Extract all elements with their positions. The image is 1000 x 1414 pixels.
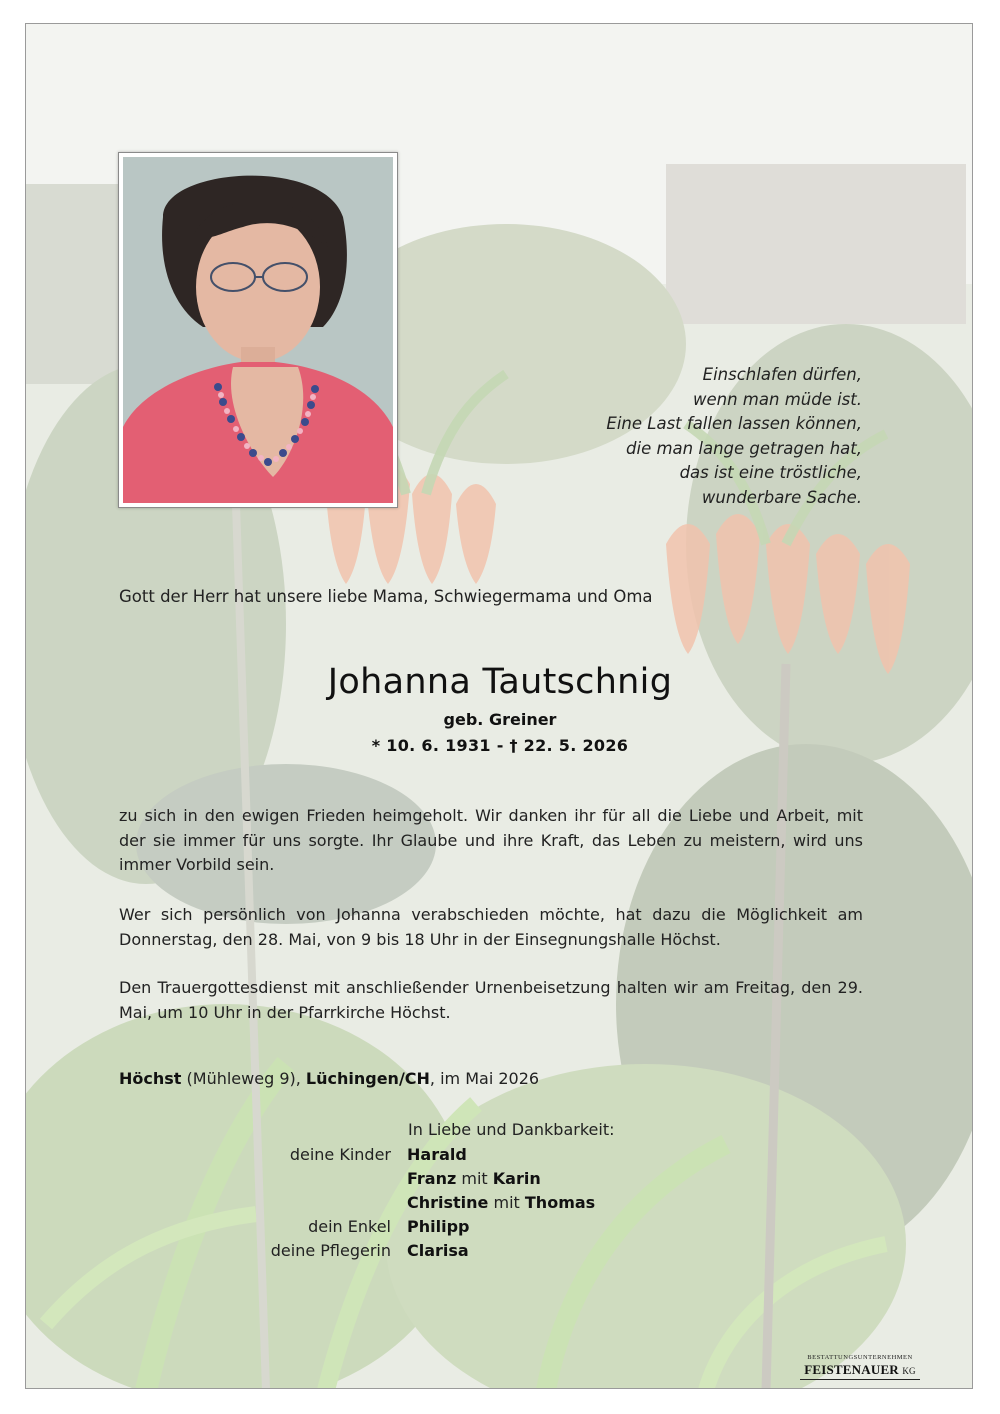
mourner-name: Clarisa [407, 1241, 469, 1260]
portrait-photo-frame [118, 152, 398, 508]
signature-row [26, 1169, 973, 1193]
mourner-names [407, 1217, 469, 1236]
intro-sentence: Gott der Herr hat unsere liebe Mama, Schwiegermama und Oma [119, 587, 653, 606]
paragraph-gratitude: zu sich in den ewigen Frieden heimgeholt. Wir danken ihr für all die Liebe und Arbeit, mit der sie immer für uns sorgte. Ihr Glaube und ihre Kraft, das Leben zu meistern, wird uns immer Vorbild sein. [119, 806, 863, 874]
poem-line: das ist eine tröstliche, [679, 463, 862, 483]
mourner-name: Christine [407, 1193, 489, 1212]
mourner-name: Harald [407, 1145, 467, 1164]
logo-wordmark [800, 1362, 920, 1380]
deceased-name: Johanna Tautschnig [327, 662, 673, 702]
signature-heading: In Liebe und Dankbarkeit: [408, 1120, 615, 1139]
obituary-card [25, 23, 973, 1389]
maiden-name: geb. Greiner [443, 710, 557, 729]
place-date: , im Mai 2026 [429, 1069, 540, 1088]
mourner-names [407, 1193, 595, 1212]
mourner-names [407, 1145, 467, 1164]
paragraph-farewell: Wer sich persönlich von Johanna verabschieden möchte, hat dazu die Möglichkeit am Donnerstag, den 28. Mai, von 9 bis 18 Uhr in der Einsegnungshalle Höchst. [119, 905, 863, 949]
poem-line: Eine Last fallen lassen können, [606, 414, 862, 434]
place-name: Lüchingen/CH [305, 1069, 430, 1088]
connector: mit [488, 1193, 525, 1212]
connector: mit [456, 1169, 493, 1188]
place-address: (Mühleweg 9), [181, 1069, 306, 1088]
portrait-photo [123, 157, 393, 503]
signature-row [26, 1241, 973, 1265]
poem-line: wunderbare Sache. [701, 487, 862, 507]
poem-line: wenn man müde ist. [693, 389, 862, 409]
life-dates: * 10. 6. 1931 - † 22. 5. 2026 [371, 736, 629, 755]
signature-row [26, 1217, 973, 1241]
signature-row [26, 1145, 973, 1169]
mourner-name: Franz [407, 1169, 457, 1188]
relation-label: deine Pflegerin [270, 1241, 391, 1260]
mourner-names [407, 1241, 469, 1260]
relation-label: deine Kinder [289, 1145, 391, 1164]
place-name: Höchst [119, 1069, 182, 1088]
mourner-name: Philipp [407, 1217, 470, 1236]
poem-line: die man lange getragen hat, [626, 438, 862, 458]
mourner-names [407, 1169, 541, 1188]
memorial-poem [482, 363, 862, 511]
poem-line: Einschlafen dürfen, [702, 365, 862, 384]
signature-row [26, 1193, 973, 1217]
logo-tagline: BESTATTUNGSUNTERNEHMEN [807, 1354, 913, 1361]
logo-name: FEISTENAUER [804, 1362, 899, 1377]
mourner-name: Thomas [524, 1193, 596, 1212]
logo-suffix: KG [902, 1366, 916, 1376]
paragraph-service: Den Trauergottesdienst mit anschließender Urnenbeisetzung halten wir am Freitag, den 29. Mai, um 10 Uhr in der Pfarrkirche Höchst. [119, 978, 863, 1022]
mourner-name: Karin [492, 1169, 541, 1188]
relation-label: dein Enkel [308, 1217, 391, 1236]
place-date-line [119, 1069, 539, 1088]
funeral-home-logo [800, 1354, 920, 1384]
